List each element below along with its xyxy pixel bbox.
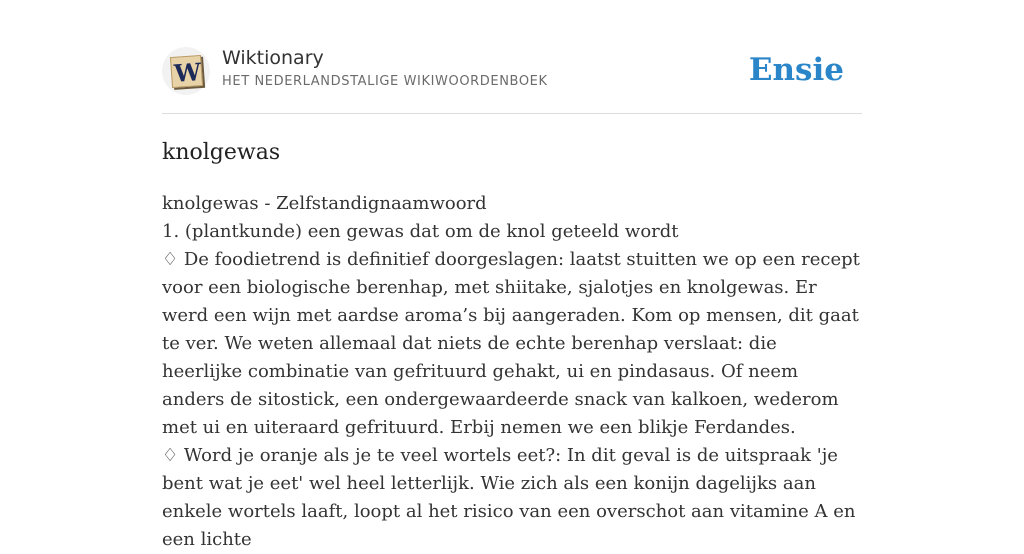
header-divider: [162, 113, 862, 114]
entry-example-1: ♢ De foodietrend is definitief doorgeslagen: laatst stuitten we op een recept voor een biologische berenhap, met shiitake, sjalotjes en knolgewas. Er werd een wijn met aardse aroma’s bij aangeraden. Kom op mensen, dit gaat te ver. We weten allemaal dat niets de echte berenhap verslaat: die heerlijke combinatie van gefrituurd gehakt, ui en pindasaus. Of neem anders de sitostick, een ondergewaardeerde snack van kalkoen, wederom met ui en uiteraard gefrituurd. Erbij nemen we een blikje Ferdandes.: [162, 249, 860, 438]
entry-content: [162, 190, 862, 554]
page-title: knolgewas: [162, 140, 281, 165]
site-tagline: HET NEDERLANDSTALIGE WIKIWOORDENBOEK: [222, 74, 548, 89]
logo-tile: [170, 55, 203, 88]
entry-example-2: ♢ Word je oranje als je te veel wortels eet?: In dit geval is de uitspraak 'je bent wat je eet' wel heel letterlijk. Wie zich als een konijn dagelijks aan enkele wortels laaft, loopt al het risico van een overschot aan vitamine A en een lichte: [162, 445, 856, 550]
ensie-brand-link[interactable]: Ensie: [748, 52, 844, 88]
page: [162, 0, 862, 550]
site-name[interactable]: Wiktionary: [222, 47, 324, 69]
entry-definition: 1. (plantkunde) een gewas dat om de knol geteeld wordt: [162, 221, 679, 242]
logo-letter: W: [173, 57, 203, 88]
site-header: [162, 46, 862, 98]
wiktionary-logo-icon[interactable]: [162, 47, 210, 95]
entry-heading: knolgewas - Zelfstandignaamwoord: [162, 193, 487, 214]
